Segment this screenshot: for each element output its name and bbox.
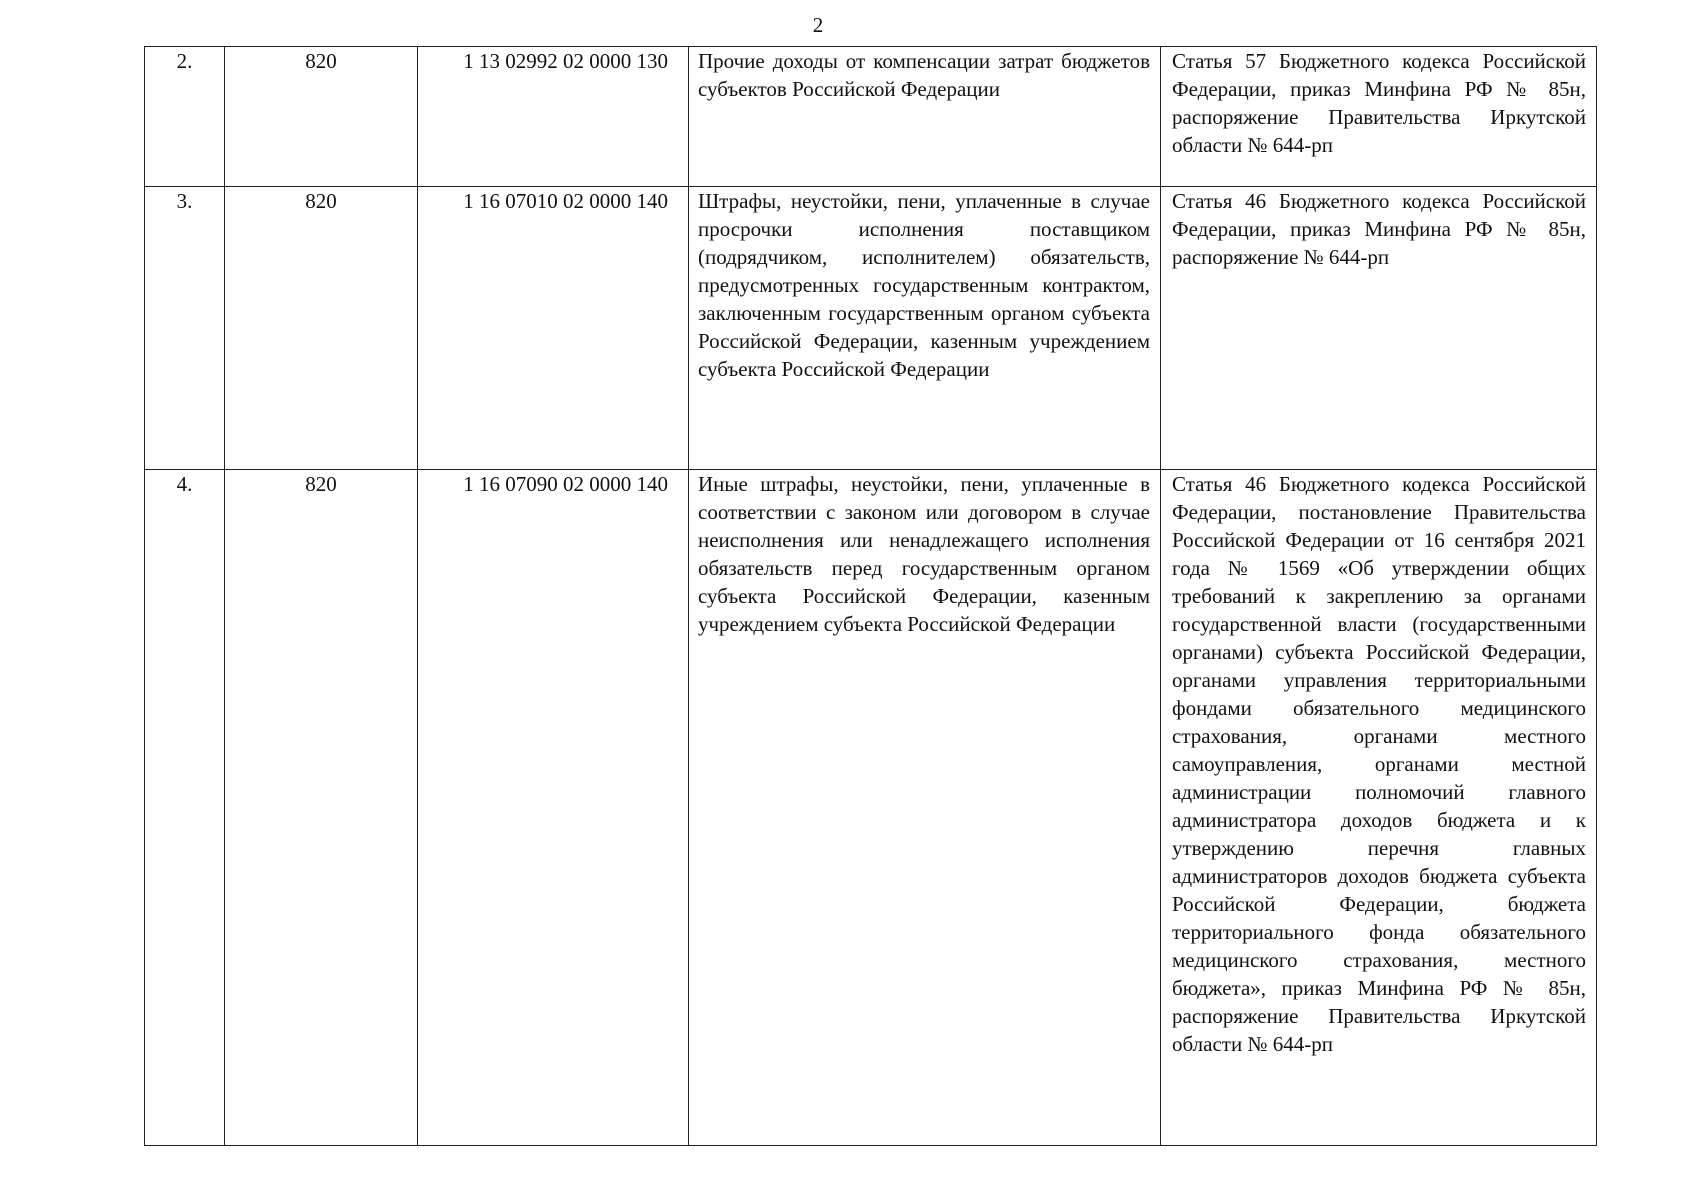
administrator-code-cell: 820	[225, 470, 418, 1146]
legal-basis-cell: Статья 57 Бюджетного кодекса Российской Федерации, приказ Минфина РФ № 85н, распоряжение Правительства Иркутской области № 644-рп	[1161, 47, 1597, 187]
revenue-name-cell: Штрафы, неустойки, пени, уплаченные в случае просрочки исполнения поставщиком (подрядчиком, исполнителем) обязательств, предусмотренных государственным контрактом, заключенным государственным органом субъекта Российской Федерации, казенным учреждением субъекта Российской Федерации	[689, 187, 1161, 470]
budget-classification-code-cell: 1 16 07090 02 0000 140	[418, 470, 689, 1146]
revenue-name-cell: Иные штрафы, неустойки, пени, уплаченные в соответствии с законом или договором в случае неисполнения или ненадлежащего исполнения обязательств перед государственным органом субъекта Российской Федерации, казенным учреждением субъекта Российской Федерации	[689, 470, 1161, 1146]
administrator-code-cell: 820	[225, 187, 418, 470]
budget-classification-code-cell: 1 13 02992 02 0000 130	[418, 47, 689, 187]
table-row	[145, 47, 1597, 187]
budget-classification-code-cell: 1 16 07010 02 0000 140	[418, 187, 689, 470]
revenue-name-cell: Прочие доходы от компенсации затрат бюджетов субъектов Российской Федерации	[689, 47, 1161, 187]
administrator-code-cell: 820	[225, 47, 418, 187]
table-row	[145, 187, 1597, 470]
legal-basis-cell: Статья 46 Бюджетного кодекса Российской Федерации, приказ Минфина РФ № 85н, распоряжение № 644-рп	[1161, 187, 1597, 470]
row-number-cell: 2.	[145, 47, 225, 187]
table-row	[145, 470, 1597, 1146]
row-number-cell: 4.	[145, 470, 225, 1146]
revenue-sources-table	[144, 46, 1597, 1146]
page-number: 2	[812, 13, 824, 37]
legal-basis-cell: Статья 46 Бюджетного кодекса Российской Федерации, постановление Правительства Российской Федерации от 16 сентября 2021 года № 1569 «Об утверждении общих требований к закреплению за органами государственной власти (государственными органами) субъекта Российской Федерации, органами управления территориальными фондами обязательного медицинского страхования, органами местного самоуправления, органами местной администрации полномочий главного администратора доходов бюджета и к утверждению перечня главных администраторов доходов бюджета субъекта Российской Федерации, бюджета территориального фонда обязательного медицинского страхования, местного бюджета», приказ Минфина РФ № 85н, распоряжение Правительства Иркутской области № 644-рп	[1161, 470, 1597, 1146]
row-number-cell: 3.	[145, 187, 225, 470]
